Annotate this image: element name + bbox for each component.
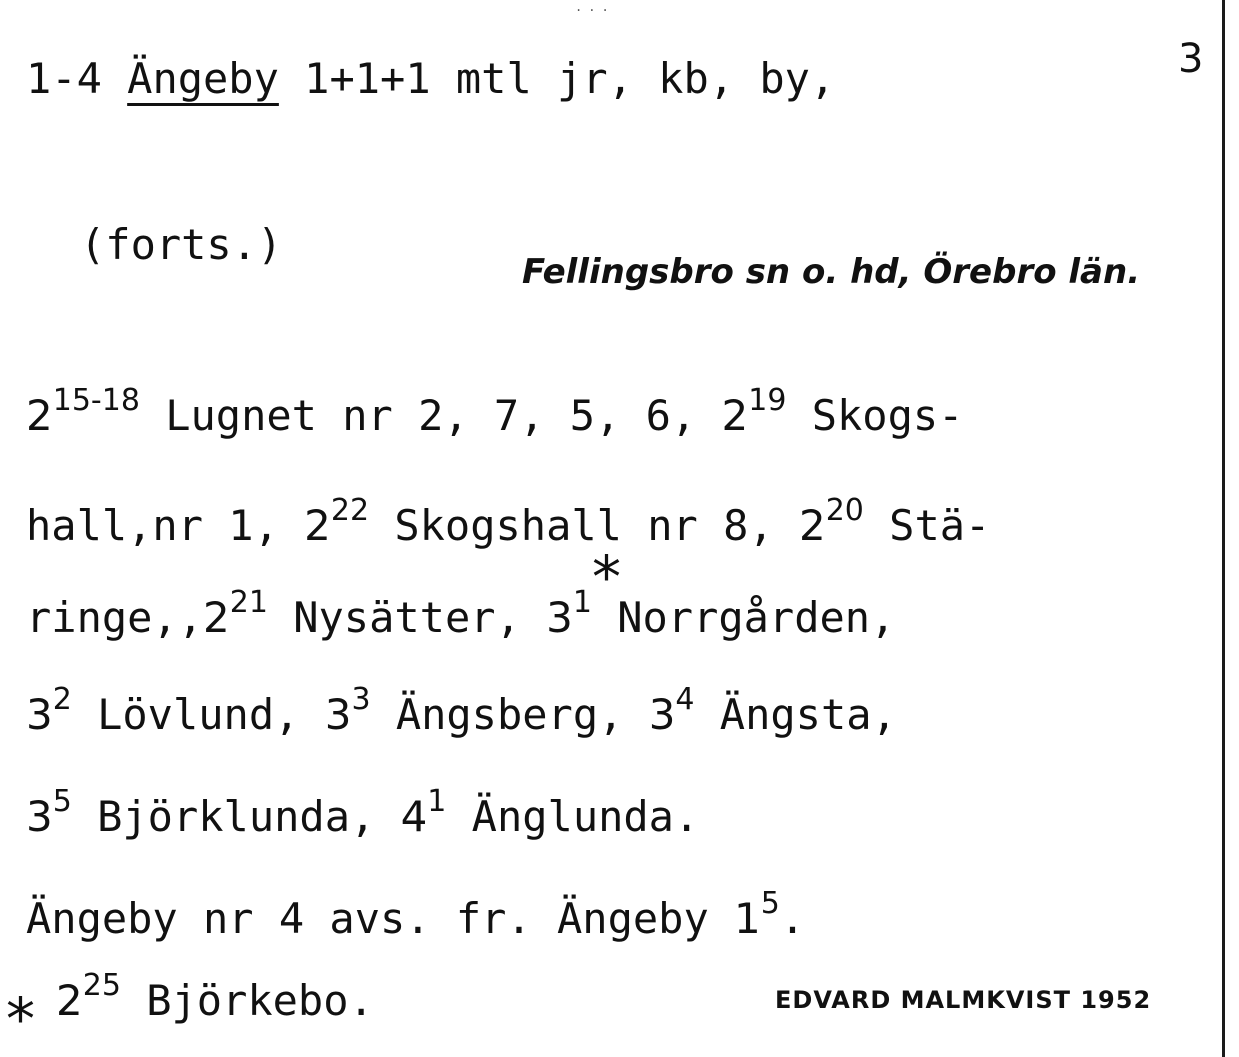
addition-base: 2 [56, 976, 83, 1025]
entry-sup: 19 [748, 383, 787, 418]
author-stamp: EDVARD MALMKVIST 1952 [775, 986, 1152, 1014]
entry-sup: 3 [351, 682, 371, 717]
note-text: Ängeby nr 4 avs. fr. Ängeby [26, 894, 735, 943]
heading-line [26, 54, 836, 103]
entry-sup: 2 [52, 682, 72, 717]
entry-text: Nysätter, [267, 593, 547, 642]
continuation-label: (forts.) [80, 220, 283, 269]
note-base: 1 [734, 894, 761, 943]
entry-line-2 [26, 493, 991, 550]
place-stamp: Fellingsbro sn o. hd, Örebro län. [522, 252, 1141, 292]
entry-sup: 20 [825, 493, 864, 528]
entry-base: 2 [26, 391, 53, 440]
heading-name: Ängeby [127, 54, 279, 103]
heading-ref: 1-4 [26, 54, 102, 103]
entry-sup: 1 [572, 585, 592, 620]
entry-text: hall,nr 1, [26, 501, 305, 550]
page-number: 3 [1178, 36, 1204, 82]
entry-text: Lövlund, [71, 690, 325, 739]
entry-sup: 15-18 [52, 383, 140, 418]
card-edge-rule [1222, 0, 1225, 1057]
entry-base: 3 [26, 690, 53, 739]
entry-sup: 4 [675, 682, 695, 717]
entry-text: Änglunda. [446, 792, 700, 841]
note-end: . [779, 894, 806, 943]
addition-line [56, 968, 374, 1025]
entry-base: 2 [721, 391, 749, 440]
entry-text: Björklunda, [71, 792, 401, 841]
note-sup: 5 [760, 886, 780, 921]
entry-sup: 21 [229, 585, 268, 620]
entry-line-1 [26, 383, 964, 440]
entry-base: 3 [26, 792, 53, 841]
insertion-asterisk: * [592, 543, 621, 611]
heading-details: 1+1+1 mtl jr, kb, by, [304, 54, 836, 103]
top-dots: ... [575, 0, 615, 14]
entry-base: 2 [798, 501, 826, 550]
entry-base: 3 [648, 690, 676, 739]
entry-base: 2 [304, 501, 331, 550]
entry-text: Ängsberg, [370, 690, 649, 739]
entry-base: 4 [400, 792, 428, 841]
entry-text: Ängsta, [694, 690, 897, 739]
entry-base: 3 [324, 690, 352, 739]
entry-base: 3 [546, 593, 573, 642]
addition-sup: 25 [82, 968, 121, 1003]
addition-asterisk: * [6, 985, 35, 1053]
entry-sup: 5 [52, 784, 72, 819]
entry-text: Skogshall nr 8, [369, 501, 799, 550]
note-line [26, 886, 806, 943]
entry-sup: 1 [427, 784, 447, 819]
entry-text: Skogs- [786, 391, 964, 440]
entry-text: ringe,, [26, 593, 204, 642]
entry-line-3 [26, 585, 896, 642]
entry-text: Lugnet nr 2, 7, 5, 6, [139, 391, 722, 440]
entry-text: Norrgården, [591, 593, 896, 642]
addition-text: Björkebo. [120, 976, 374, 1025]
entry-base: 2 [203, 593, 230, 642]
entry-line-4 [26, 682, 897, 739]
entry-sup: 22 [330, 493, 370, 528]
entry-text: Stä- [863, 501, 991, 550]
entry-line-5 [26, 784, 700, 841]
